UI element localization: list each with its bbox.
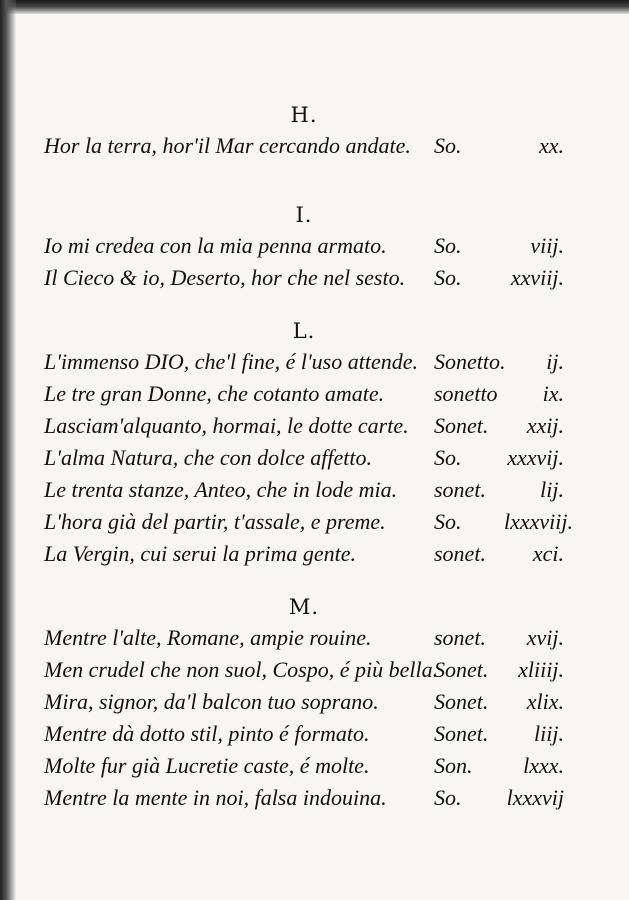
entry-number: xliiij. [518, 657, 564, 682]
index-entry [44, 718, 564, 750]
entry-verse: Hor la terra, hor'il Mar cercando andate. [44, 133, 411, 158]
entry-number: lxxxvij [506, 785, 564, 810]
section-m [44, 592, 564, 814]
entry-verse: L'hora già del partir, t'assale, e preme. [44, 509, 386, 534]
index-entry [44, 474, 564, 506]
entry-number: ij. [546, 349, 564, 374]
entry-kind: sonet. [434, 477, 486, 502]
entry-verse: L'immenso DIO, che'l fine, é l'uso attende. [44, 349, 418, 374]
entry-verse: Io mi credea con la mia penna armato. [44, 233, 387, 258]
entry-verse: La Vergin, cui serui la prima gente. [44, 541, 357, 566]
index-entry [44, 442, 564, 474]
entry-kind: So. [434, 265, 462, 290]
section-heading: M. [288, 595, 320, 619]
entry-verse: Il Cieco & io, Deserto, hor che nel sesto. [44, 265, 406, 290]
entry-number: lij. [540, 477, 564, 502]
index-entry [44, 378, 564, 410]
entry-verse: Le tre gran Donne, che cotanto amate. [44, 381, 385, 406]
entry-verse: Mentre dà dotto stil, pinto é formato. [44, 721, 370, 746]
entry-number: lxxx. [523, 753, 564, 778]
entry-number: viij. [530, 233, 564, 258]
entry-number: xlix. [526, 689, 564, 714]
index-entry [44, 750, 564, 782]
index-entry [44, 262, 564, 294]
index-entry [44, 506, 574, 538]
section-heading: I. [295, 203, 313, 227]
index-content [44, 100, 574, 814]
entry-number: lxxxviij. [504, 509, 574, 534]
entry-number: xxxvij. [507, 445, 564, 470]
entry-verse: Mira, signor, da'l balcon tuo soprano. [44, 689, 379, 714]
entry-kind: sonet. [434, 625, 486, 650]
entry-kind: Sonet. [434, 721, 489, 746]
index-entry [44, 346, 564, 378]
entry-kind: Sonetto. [434, 349, 506, 374]
index-entry [44, 538, 564, 570]
entry-number: liij. [534, 721, 564, 746]
section-heading: L. [292, 319, 316, 343]
index-entry [44, 130, 564, 162]
entry-verse: Mentre l'alte, Romane, ampie rouine. [44, 625, 372, 650]
index-entry [44, 622, 564, 654]
entry-kind: sonet. [434, 541, 486, 566]
entry-verse: Mentre la mente in noi, falsa indouina. [44, 785, 387, 810]
entry-kind: So. [434, 133, 462, 158]
entry-number: xvij. [526, 625, 564, 650]
page-gutter-shadow [0, 0, 16, 900]
entry-verse: Lasciam'alquanto, hormai, le dotte carte. [44, 413, 409, 438]
section-heading: H. [290, 103, 318, 127]
entry-kind: Sonet. [434, 657, 489, 682]
entry-kind: So. [434, 233, 462, 258]
entry-number: xci. [532, 541, 564, 566]
entry-kind: sonetto [434, 381, 498, 406]
index-entry [44, 782, 564, 814]
entry-kind: So. [434, 509, 462, 534]
entry-number: xx. [538, 133, 564, 158]
entry-kind: So. [434, 785, 462, 810]
index-entry [44, 654, 564, 686]
entry-verse: Men crudel che non suol, Cospo, é più bella. [44, 657, 439, 682]
entry-number: ix. [542, 381, 564, 406]
index-entry [44, 230, 564, 262]
entry-verse: Molte fur già Lucretie caste, é molte. [44, 753, 370, 778]
section-i [44, 200, 564, 294]
entry-number: xxviij. [510, 265, 564, 290]
entry-verse: Le trenta stanze, Anteo, che in lode mia. [44, 477, 398, 502]
entry-kind: Sonet. [434, 689, 489, 714]
entry-number: xxij. [526, 413, 564, 438]
index-entry [44, 410, 564, 442]
entry-verse: L'alma Natura, che con dolce affetto. [44, 445, 372, 470]
entry-kind: Son. [434, 753, 473, 778]
index-entry [44, 686, 564, 718]
section-h [44, 100, 564, 162]
page-top-shadow [0, 0, 629, 14]
entry-kind: Sonet. [434, 413, 489, 438]
section-l [44, 316, 574, 570]
entry-kind: So. [434, 445, 462, 470]
